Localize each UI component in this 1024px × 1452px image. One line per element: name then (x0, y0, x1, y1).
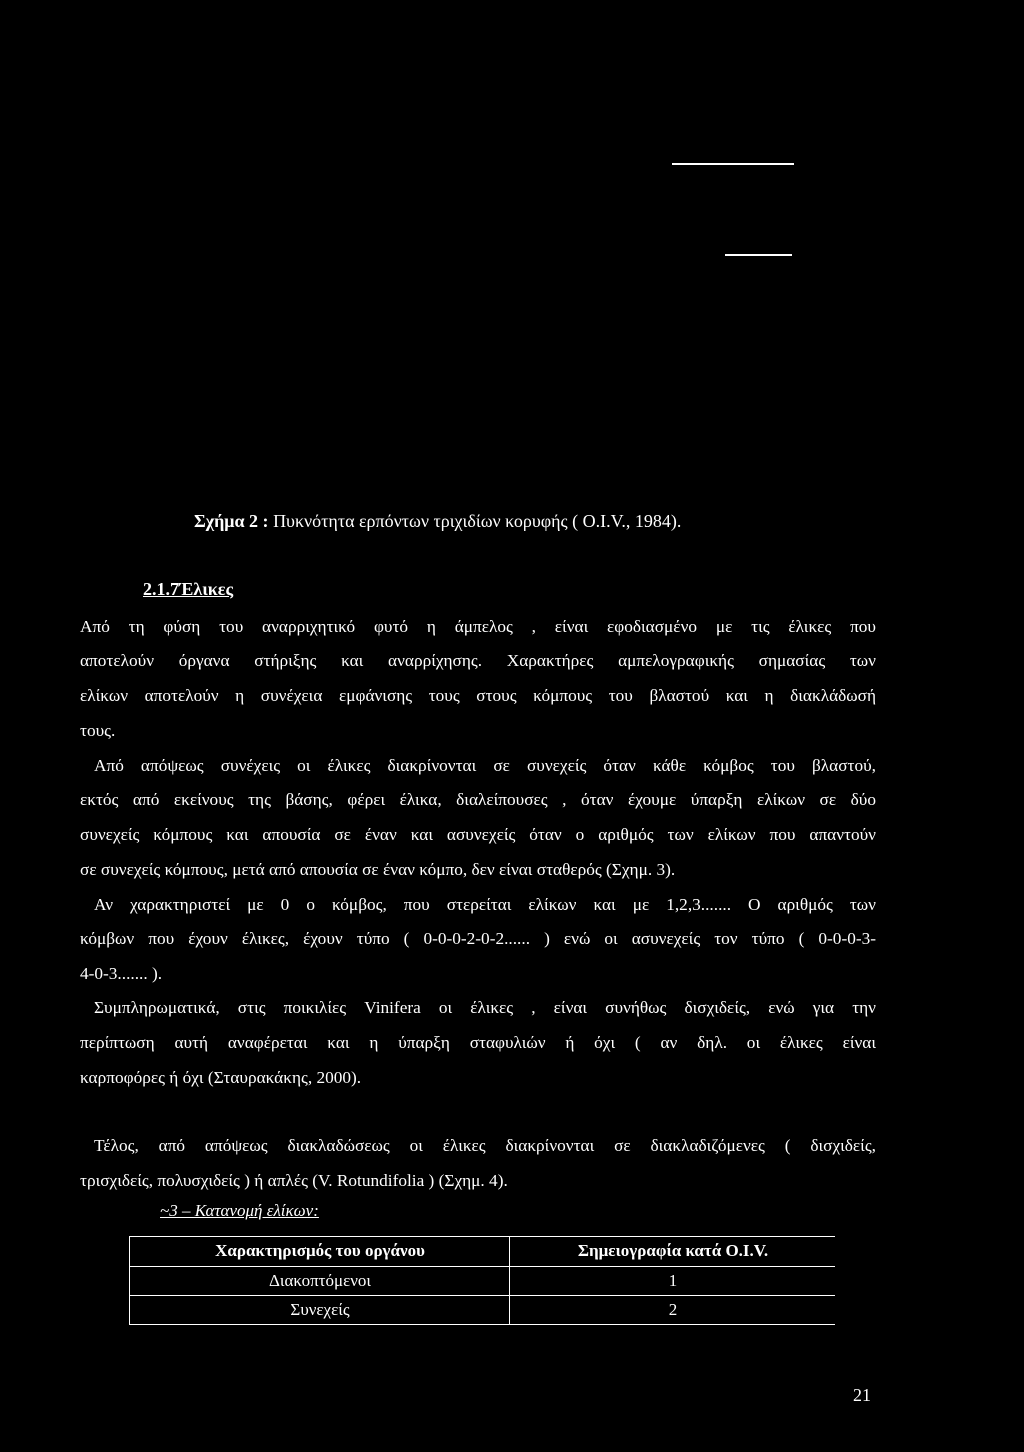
table-cell: 2 (509, 1296, 836, 1324)
figure-caption-text: Πυκνότητα ερπόντων τριχιδίων κορυφής ( O.I.V., 1984). (273, 511, 682, 531)
table-row (129, 1267, 835, 1296)
paragraph-1-line-4: τους. (80, 721, 116, 740)
table-cell: Διακοπτόμενοι (129, 1267, 510, 1295)
paragraph-4-line-3: καρποφόρες ή όχι (Σταυρακάκης, 2000). (80, 1068, 362, 1087)
decorative-rule-second (725, 254, 792, 256)
table-cell: 1 (509, 1267, 836, 1295)
figure-caption (194, 511, 681, 532)
paragraph-1-line-3: ελίκων αποτελούν η συνέχεια εμφάνισης τους στους κόμπους του βλαστού και η διακλάδωσή (80, 686, 876, 705)
figure-caption-label: Σχήμα 2 : (194, 511, 269, 531)
table-header-row (129, 1236, 835, 1267)
paragraph-2-line-4: σε συνεχείς κόμπους, μετά από απουσία σε έναν κόμπο, δεν είναι σταθερός (Σχημ. 3). (80, 860, 676, 879)
tendril-distribution-table (129, 1236, 835, 1325)
paragraph-2-line-1: Από απόψεως συνέχεις οι έλικες διακρίνονται σε συνεχείς όταν κάθε κόμβος του βλαστού, (94, 756, 876, 775)
table-header-characterization: Χαρακτηρισμός του οργάνου (129, 1237, 510, 1266)
paragraph-2-line-3: συνεχείς κόμπους και απουσία σε έναν και ασυνεχείς όταν ο αριθμός των ελίκων που απαντούν (80, 825, 876, 844)
paragraph-3-line-2: κόμβων που έχουν έλικες, έχουν τύπο ( 0-0-0-2-0-2...... ) ενώ οι ασυνεχείς τον τύπο ( 0-0-0-3- (80, 929, 876, 948)
paragraph-2-line-2: εκτός από εκείνους της βάσης, φέρει έλικα, διαλείπουσες , όταν έχουμε ύπαρξη ελίκων σε δύο (80, 790, 876, 809)
paragraph-1-line-2: αποτελούν όργανα στήριξης και αναρρίχησης. Χαρακτήρες αμπελογραφικής σημασίας των (80, 651, 876, 670)
page-number: 21 (853, 1385, 871, 1405)
table-caption: ~3 – Κατανομή ελίκων: (160, 1201, 319, 1220)
section-heading: 2.1.7Έλικες (143, 579, 234, 599)
table-row (129, 1296, 835, 1325)
paragraph-3-line-1: Αν χαρακτηριστεί με 0 ο κόμβος, που στερείται ελίκων και με 1,2,3....... Ο αριθμός των (94, 895, 876, 914)
paragraph-4-line-2: περίπτωση αυτή αναφέρεται και η ύπαρξη σταφυλιών ή όχι ( αν δηλ. οι έλικες είναι (80, 1033, 876, 1052)
paragraph-3-line-3: 4-0-3....... ). (80, 964, 163, 983)
paragraph-5-line-2: τρισχιδείς, πολυσχιδείς ) ή απλές (V. Rotundifolia ) (Σχημ. 4). (80, 1171, 508, 1190)
paragraph-1-line-1: Από τη φύση του αναρριχητικό φυτό η άμπελος , είναι εφοδιασμένο με τις έλικες που (80, 617, 876, 636)
table-cell: Συνεχείς (129, 1296, 510, 1324)
paragraph-4-line-1: Συμπληρωματικά, στις ποικιλίες Vinifera οι έλικες , είναι συνήθως δισχιδείς, ενώ για την (94, 998, 876, 1017)
paragraph-5-line-1: Τέλος, από απόψεως διακλαδώσεως οι έλικες διακρίνονται σε διακλαδιζόμενες ( δισχιδείς, (94, 1136, 876, 1155)
decorative-rule-top (672, 163, 794, 165)
table-header-notation: Σημειογραφία κατά O.I.V. (509, 1237, 836, 1266)
